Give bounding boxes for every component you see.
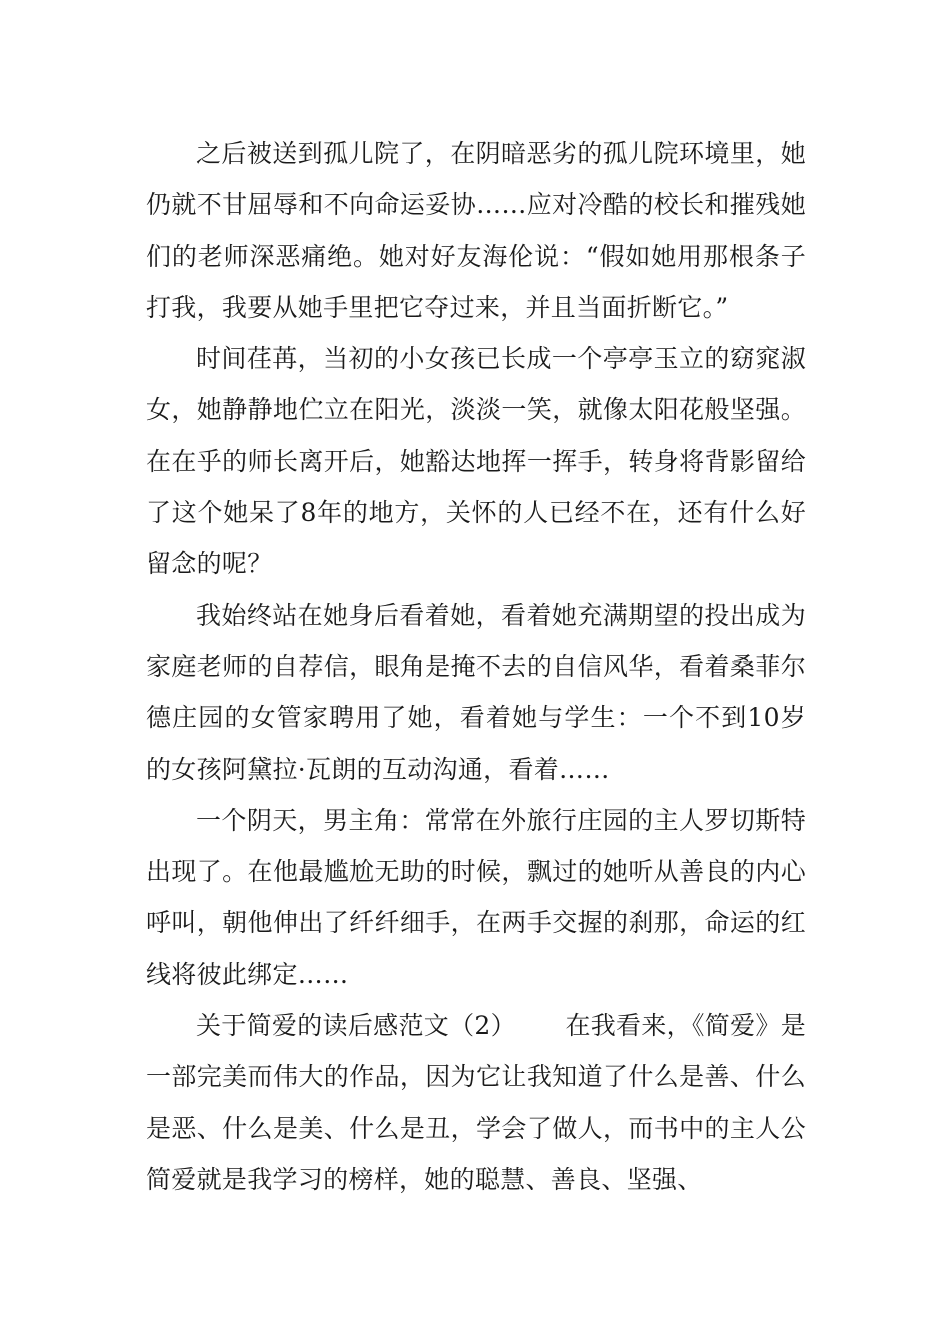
paragraph-rochester: 一个阴天，男主角：常常在外旅行庄园的主人罗切斯特出现了。在他最尴尬无助的时候，飘过的她听从善良的内心呼叫，朝他伸出了纤纤细手，在两手交握的刹那，命运的红线将彼此绑定……	[146, 805, 806, 989]
essay-two-body: 在我看来，《简爱》是一部完美而伟大的作品，因为它让我知道了什么是善、什么是恶、什么是美、什么是丑，学会了做人，而书中的主人公简爱就是我学习的榜样，她的聪慧、善良、坚强、	[146, 1011, 806, 1194]
essay-two-heading: 关于简爱的读后感范文（2）	[196, 1011, 516, 1041]
document-body	[146, 128, 806, 1205]
paragraph-governess: 我始终站在她身后看着她，看着她充满期望的投出成为家庭老师的自荐信，眼角是掩不去的自信风华，看着桑菲尔德庄园的女管家聘用了她，看着她与学生：一个不到10岁的女孩阿黛拉·瓦朗的互动沟通，看着……	[146, 600, 806, 784]
heading-gap	[516, 1011, 566, 1040]
paragraph-growing-up: 时间荏苒，当初的小女孩已长成一个亭亭玉立的窈窕淑女，她静静地伫立在阳光，淡淡一笑，就像太阳花般坚强。在在乎的师长离开后，她豁达地挥一挥手，转身将背影留给了这个她呆了8年的地方，关怀的人已经不在，还有什么好留念的呢？	[146, 344, 806, 579]
paragraph-orphanage: 之后被送到孤儿院了，在阴暗恶劣的孤儿院环境里，她仍就不甘屈辱和不向命运妥协……应对冷酷的校长和摧残她们的老师深恶痛绝。她对好友海伦说：“假如她用那根条子打我，我要从她手里把它夺过来，并且当面折断它。”	[146, 139, 806, 322]
paragraph-essay-two	[146, 1000, 806, 1205]
